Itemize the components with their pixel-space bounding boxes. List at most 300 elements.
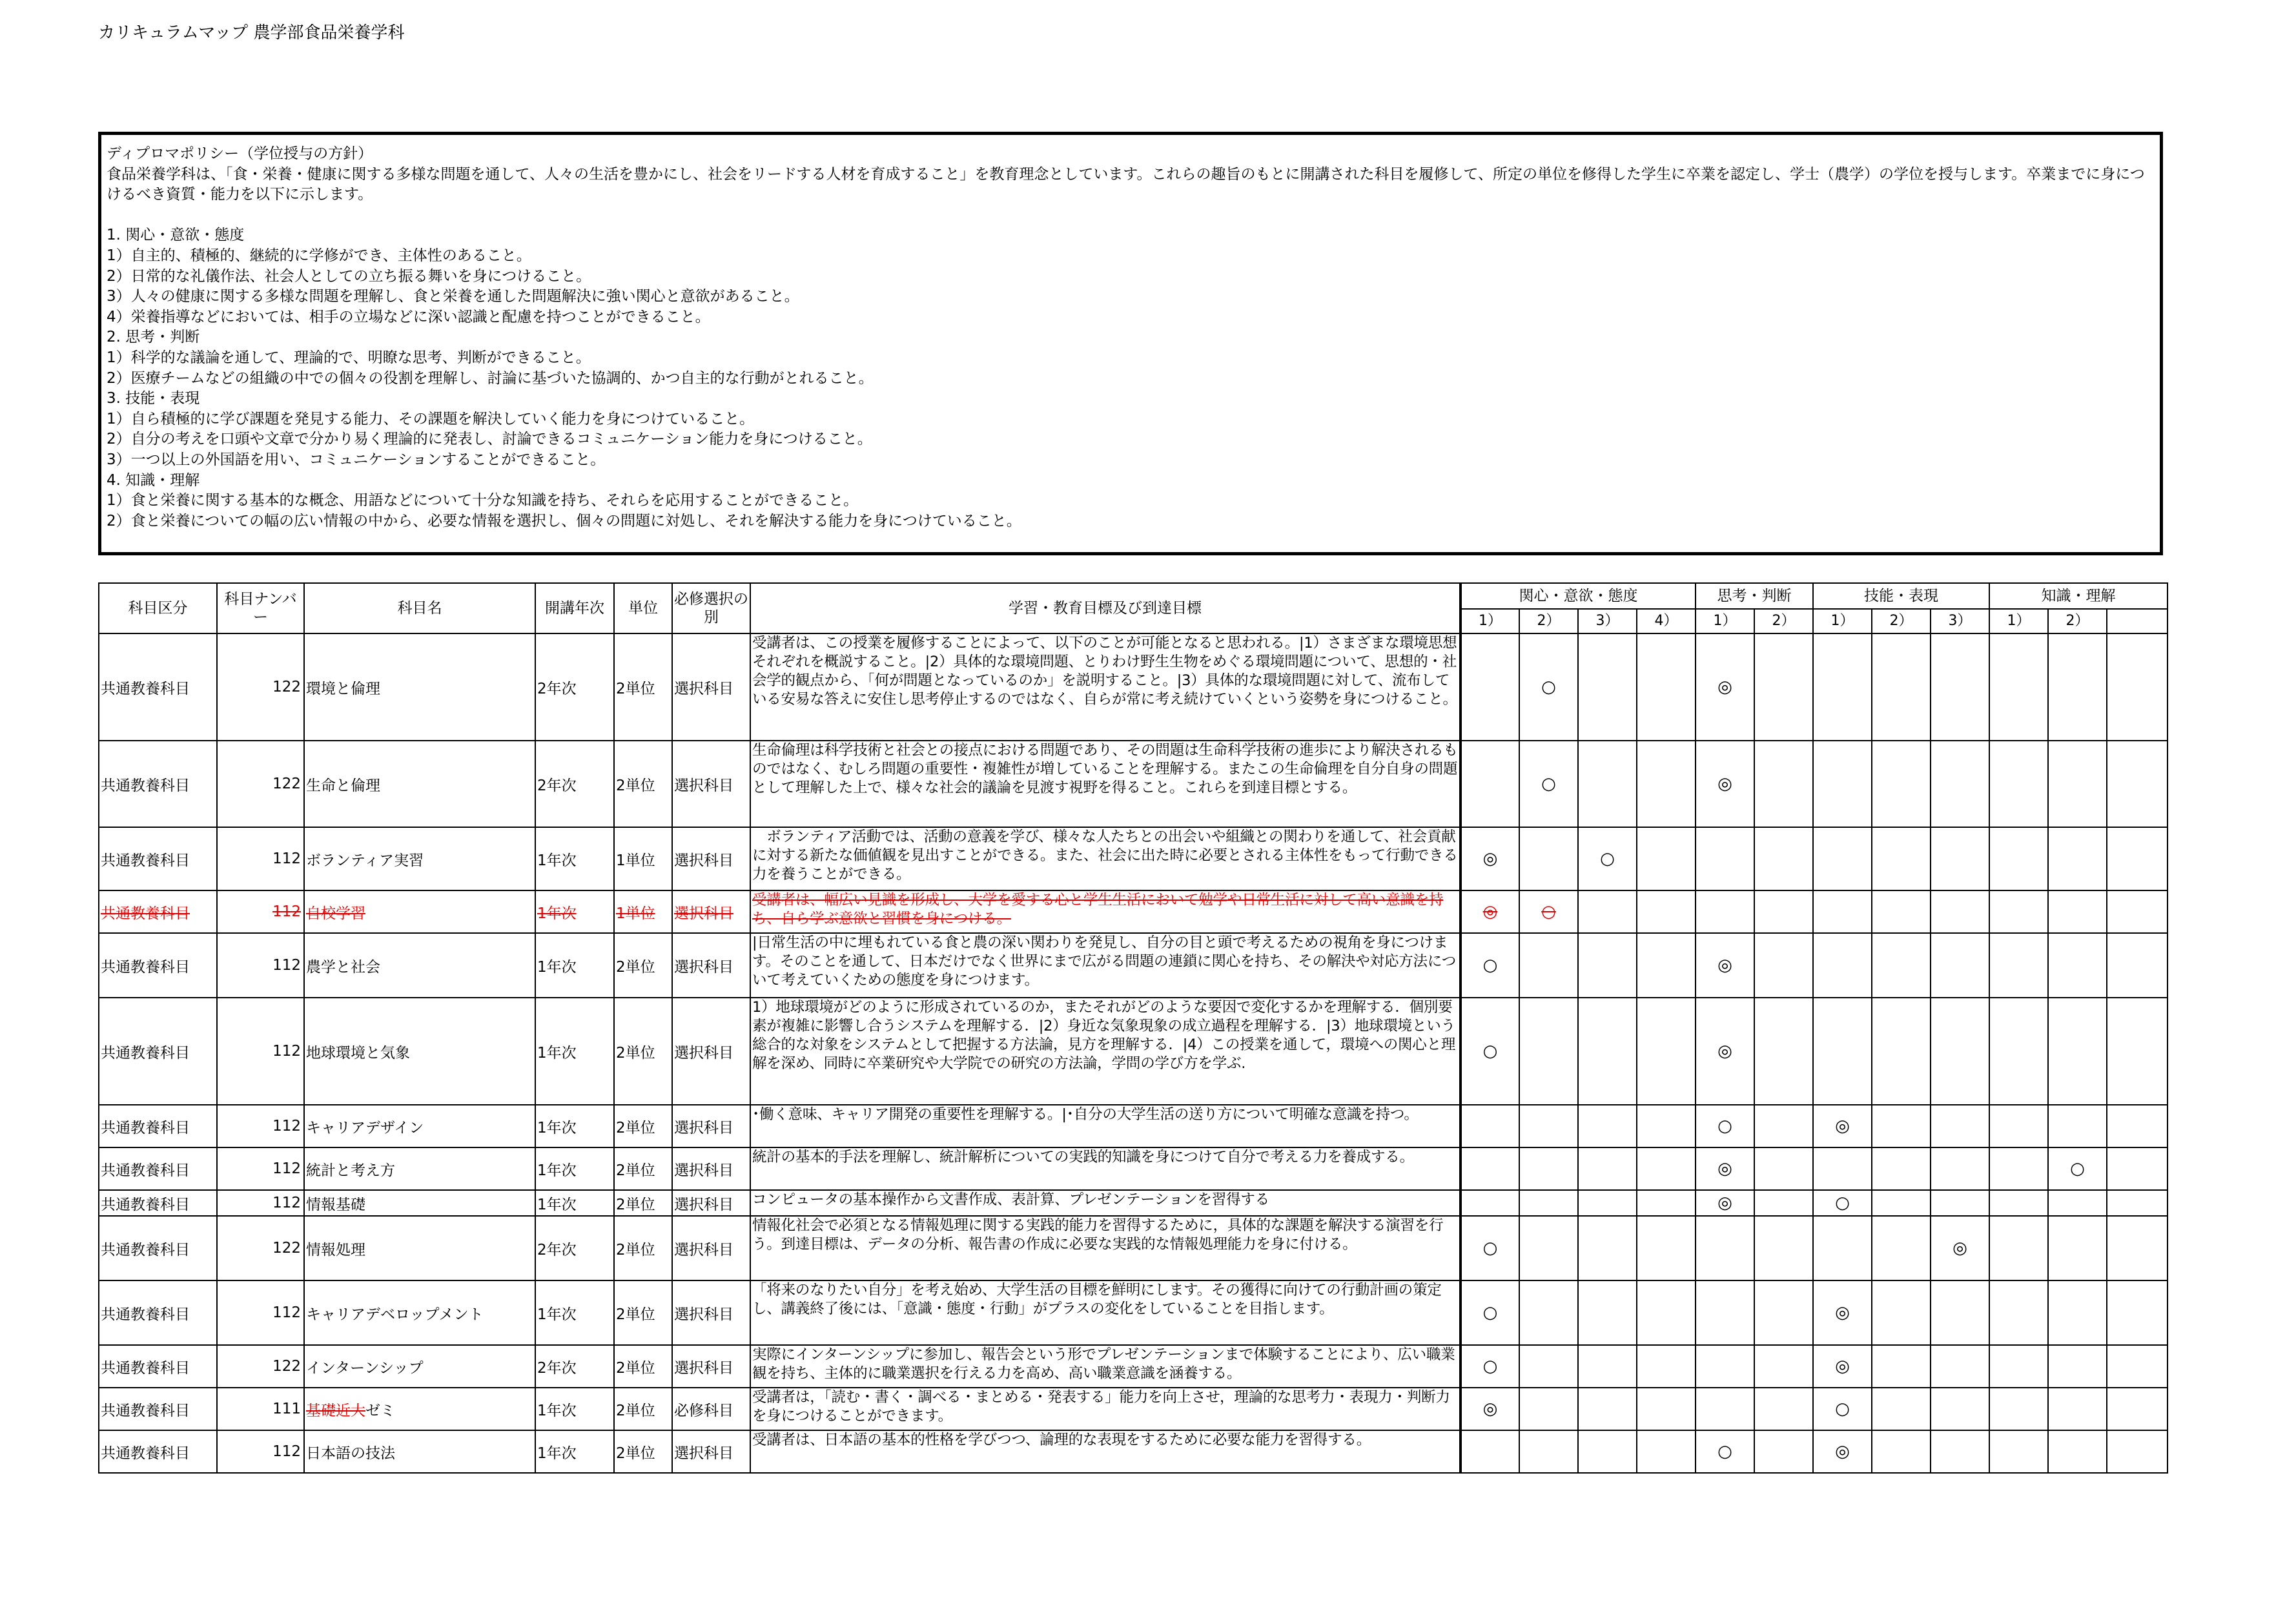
cell-dp-mark: [1989, 1345, 2048, 1388]
table-row: [99, 1190, 2168, 1216]
cell-dp-mark: [1754, 933, 1813, 998]
header-sub: 2）: [1872, 609, 1931, 633]
cell-dp-mark: [1813, 827, 1872, 890]
cell-credits: 2単位: [614, 741, 672, 827]
cell-number: 111: [217, 1388, 304, 1430]
cell-dp-mark: [1578, 1147, 1637, 1190]
cell-dp-mark: [2107, 1216, 2168, 1280]
cell-subject-name: 情報処理: [304, 1216, 535, 1280]
cell-type: 選択科目: [672, 1280, 750, 1345]
cell-dp-mark: [1637, 1345, 1696, 1388]
header-sub: 3）: [1931, 609, 1989, 633]
cell-dp-mark: [2048, 1105, 2107, 1147]
cell-dp-mark: [1696, 1388, 1754, 1430]
header-sub-empty: [2107, 609, 2168, 633]
cell-dp-mark: [1578, 1280, 1637, 1345]
cell-category: 共通教養科目: [99, 1280, 217, 1345]
cell-number: 112: [217, 1190, 304, 1216]
cell-description: ･働く意味、キャリア開発の重要性を理解する。|･自分の大学生活の送り方について明確な意識を持つ。: [750, 1105, 1461, 1147]
cell-subject-name: インターンシップ: [304, 1345, 535, 1388]
cell-dp-mark: [1637, 1280, 1696, 1345]
cell-dp-mark: [2107, 890, 2168, 933]
cell-description: 統計の基本的手法を理解し、統計解析についての実践的知識を身につけて自分で考える力を養成する。: [750, 1147, 1461, 1190]
cell-type: 選択科目: [672, 741, 750, 827]
cell-category: 共通教養科目: [99, 633, 217, 741]
policy-line: 1）食と栄養に関する基本的な概念、用語などについて十分な知識を持ち、それらを応用することができること。: [107, 492, 859, 509]
cell-dp-mark: [1931, 1280, 1989, 1345]
cell-dp-mark: [1754, 633, 1813, 741]
cell-year: 1年次: [535, 1147, 614, 1190]
cell-dp-mark: [1637, 998, 1696, 1105]
cell-year: 2年次: [535, 741, 614, 827]
cell-dp-mark: [1813, 633, 1872, 741]
cell-subject-name: キャリアデザイン: [304, 1105, 535, 1147]
cell-dp-mark: [1754, 1190, 1813, 1216]
cell-dp-mark: [2107, 1147, 2168, 1190]
cell-dp-mark: ◎: [1931, 1216, 1989, 1280]
cell-dp-mark: [1989, 1216, 2048, 1280]
cell-subject-name: [304, 1388, 535, 1430]
cell-dp-mark: [1754, 1345, 1813, 1388]
cell-number: 122: [217, 1345, 304, 1388]
table-row: [99, 1216, 2168, 1280]
cell-dp-mark: [1989, 1388, 2048, 1430]
cell-dp-mark: [2107, 1190, 2168, 1216]
cell-dp-mark: [1578, 998, 1637, 1105]
table-row: [99, 1430, 2168, 1473]
cell-dp-mark: [1578, 890, 1637, 933]
cell-description: 情報化社会で必須となる情報処理に関する実践的能力を習得するために，具体的な課題を解決する演習を行う。到達目標は、データの分析、報告書の作成に必要な実践的な情報処理能力を身に付ける。: [750, 1216, 1461, 1280]
cell-year: 2年次: [535, 1345, 614, 1388]
cell-dp-mark: [1578, 1430, 1637, 1473]
cell-dp-mark: [1461, 1430, 1519, 1473]
header-credits: 単位: [614, 583, 672, 633]
cell-category: 共通教養科目: [99, 998, 217, 1105]
cell-dp-mark: [1813, 1147, 1872, 1190]
cell-type: 選択科目: [672, 1430, 750, 1473]
cell-dp-mark: ◎: [1696, 998, 1754, 1105]
cell-credits: 2単位: [614, 1430, 672, 1473]
cell-dp-mark: [1989, 1147, 2048, 1190]
cell-credits: 2単位: [614, 1345, 672, 1388]
header-sub: 3）: [1578, 609, 1637, 633]
cell-dp-mark: [1637, 933, 1696, 998]
cell-dp-mark: [1637, 1388, 1696, 1430]
cell-dp-mark: [1637, 890, 1696, 933]
cell-dp-mark: [1578, 1216, 1637, 1280]
cell-dp-mark: [1872, 1105, 1931, 1147]
header-sub: 1）: [1461, 609, 1519, 633]
cell-dp-mark: [1813, 890, 1872, 933]
cell-dp-mark: [1989, 1280, 2048, 1345]
cell-dp-mark: [2107, 1388, 2168, 1430]
cell-dp-mark: [1754, 1216, 1813, 1280]
policy-line: 2）食と栄養についての幅の広い情報の中から、必要な情報を選択し、個々の問題に対処し、それを解決する能力を身につけていること。: [107, 512, 1021, 529]
cell-dp-mark: [1989, 890, 2048, 933]
cell-dp-mark: [1931, 827, 1989, 890]
cell-dp-mark: ○: [1519, 633, 1578, 741]
cell-dp-mark: [1754, 1280, 1813, 1345]
cell-dp-mark: [2107, 1105, 2168, 1147]
cell-dp-mark: [1989, 1430, 2048, 1473]
cell-number: 112: [217, 1280, 304, 1345]
cell-dp-mark: [1813, 1216, 1872, 1280]
cell-dp-mark: [1519, 827, 1578, 890]
cell-dp-mark: ○: [1696, 1105, 1754, 1147]
cell-dp-mark: ◎: [1696, 1147, 1754, 1190]
table-row: [99, 890, 2168, 933]
cell-dp-mark: [1519, 1345, 1578, 1388]
cell-dp-mark: ○: [1461, 933, 1519, 998]
cell-description: 受講者は、日本語の基本的性格を学びつつ、論理的な表現をするために必要な能力を習得する。: [750, 1430, 1461, 1473]
policy-line: 1）科学的な議論を通して、理論的で、明瞭な思考、判断ができること。: [107, 349, 591, 366]
header-sub: 2）: [1519, 609, 1578, 633]
header-category: 科目区分: [99, 583, 217, 633]
cell-dp-mark: [1931, 1345, 1989, 1388]
cell-dp-mark: [1872, 890, 1931, 933]
cell-year: 1年次: [535, 1105, 614, 1147]
cell-type: 選択科目: [672, 1345, 750, 1388]
cell-category: 共通教養科目: [99, 1388, 217, 1430]
cell-year: 1年次: [535, 933, 614, 998]
policy-line: 1）自ら積極的に学び課題を発見する能力、その課題を解決していく能力を身につけていること。: [107, 410, 755, 427]
cell-dp-mark: [1519, 1280, 1578, 1345]
header-name: 科目名: [304, 583, 535, 633]
cell-dp-mark: [1931, 998, 1989, 1105]
cell-dp-mark: [1872, 1430, 1931, 1473]
cell-dp-mark: ◎: [1461, 1388, 1519, 1430]
table-row: [99, 741, 2168, 827]
cell-dp-mark: [1637, 1147, 1696, 1190]
cell-year: 1年次: [535, 1388, 614, 1430]
cell-dp-mark: [2048, 1430, 2107, 1473]
cell-dp-mark: ○: [1519, 890, 1578, 933]
cell-dp-mark: [1578, 1190, 1637, 1216]
table-row: [99, 1105, 2168, 1147]
cell-dp-mark: [1578, 1388, 1637, 1430]
subject-name: ゼミ: [365, 1402, 395, 1419]
cell-dp-mark: [1931, 1147, 1989, 1190]
cell-dp-mark: [1578, 933, 1637, 998]
cell-dp-mark: ◎: [1461, 890, 1519, 933]
cell-dp-mark: [1813, 741, 1872, 827]
cell-dp-mark: ○: [1813, 1190, 1872, 1216]
cell-dp-mark: [1754, 1105, 1813, 1147]
subject-name-struck: 基礎近大: [306, 1402, 365, 1419]
cell-dp-mark: ○: [1461, 1216, 1519, 1280]
cell-credits: 2単位: [614, 1147, 672, 1190]
cell-description: ボランティア活動では、活動の意義を学び、様々な人たちとの出会いや組織との関わりを通して、社会貢献に対する新たな価値観を見出すことができる。また、社会に出た時に必要とされる主体性をもって行動できる力を養うことができる。: [750, 827, 1461, 890]
header-year: 開講年次: [535, 583, 614, 633]
cell-dp-mark: [1519, 1105, 1578, 1147]
cell-dp-mark: [1637, 633, 1696, 741]
cell-dp-mark: [1931, 1388, 1989, 1430]
cell-dp-mark: [1578, 1105, 1637, 1147]
cell-dp-mark: [1931, 933, 1989, 998]
header-sub: 1）: [1696, 609, 1754, 633]
cell-dp-mark: [1519, 933, 1578, 998]
cell-dp-mark: [1931, 1430, 1989, 1473]
cell-dp-mark: [1637, 1216, 1696, 1280]
cell-credits: 2単位: [614, 1280, 672, 1345]
cell-dp-mark: [2048, 633, 2107, 741]
cell-number: 122: [217, 1216, 304, 1280]
cell-dp-mark: ◎: [1696, 1190, 1754, 1216]
cell-dp-mark: [2048, 1345, 2107, 1388]
cell-dp-mark: ◎: [1813, 1280, 1872, 1345]
cell-dp-mark: [2107, 933, 2168, 998]
cell-dp-mark: [1989, 827, 2048, 890]
cell-dp-mark: [1637, 1190, 1696, 1216]
cell-dp-mark: [2048, 890, 2107, 933]
cell-credits: 2単位: [614, 1216, 672, 1280]
cell-dp-mark: [1754, 827, 1813, 890]
cell-dp-mark: [1989, 1190, 2048, 1216]
header-goals: 学習・教育目標及び到達目標: [750, 583, 1461, 633]
cell-dp-mark: [1696, 1216, 1754, 1280]
cell-category: 共通教養科目: [99, 1345, 217, 1388]
header-sub: 1）: [1813, 609, 1872, 633]
cell-dp-mark: [2048, 933, 2107, 998]
cell-year: 1年次: [535, 827, 614, 890]
cell-dp-mark: [1519, 1216, 1578, 1280]
cell-number: 112: [217, 1147, 304, 1190]
cell-dp-mark: [1872, 1280, 1931, 1345]
cell-dp-mark: [2048, 1388, 2107, 1430]
cell-dp-mark: ◎: [1696, 933, 1754, 998]
cell-dp-mark: [1637, 741, 1696, 827]
cell-type: 選択科目: [672, 1216, 750, 1280]
cell-dp-mark: [1754, 1388, 1813, 1430]
cell-subject-name: 農学と社会: [304, 933, 535, 998]
header-sub: 2）: [2048, 609, 2107, 633]
cell-dp-mark: ○: [1461, 998, 1519, 1105]
cell-dp-mark: [1461, 1105, 1519, 1147]
header-group-skills: 技能・表現: [1813, 583, 1989, 609]
page-title: カリキュラムマップ 農学部食品栄養学科: [98, 23, 405, 43]
cell-dp-mark: [2107, 1430, 2168, 1473]
cell-dp-mark: [2048, 1280, 2107, 1345]
cell-dp-mark: ◎: [1461, 827, 1519, 890]
policy-line: 3. 技能・表現: [107, 390, 200, 407]
cell-dp-mark: [1696, 1280, 1754, 1345]
cell-credits: 2単位: [614, 998, 672, 1105]
cell-number: 112: [217, 1430, 304, 1473]
cell-credits: 2単位: [614, 633, 672, 741]
policy-line: 3）人々の健康に関する多様な問題を理解し、食と栄養を通した問題解決に強い関心と意欲があること。: [107, 288, 799, 305]
cell-category: 共通教養科目: [99, 890, 217, 933]
curriculum-rows: [99, 633, 2168, 1473]
cell-number: 112: [217, 827, 304, 890]
cell-dp-mark: [1813, 998, 1872, 1105]
policy-line: 2. 思考・判断: [107, 329, 200, 346]
cell-description: 受講者は，「読む・書く・調べる・まとめる・発表する」能力を向上させ，理論的な思考力・表現力・判断力を身につけることができます。: [750, 1388, 1461, 1430]
header-group-knowledge: 知識・理解: [1989, 583, 2168, 609]
cell-type: 選択科目: [672, 933, 750, 998]
cell-category: 共通教養科目: [99, 827, 217, 890]
cell-dp-mark: [2107, 741, 2168, 827]
cell-dp-mark: [1519, 1388, 1578, 1430]
cell-dp-mark: [1872, 633, 1931, 741]
cell-type: 選択科目: [672, 827, 750, 890]
cell-dp-mark: [1872, 1216, 1931, 1280]
cell-dp-mark: [2048, 1216, 2107, 1280]
cell-dp-mark: [1578, 633, 1637, 741]
cell-dp-mark: ○: [1519, 741, 1578, 827]
cell-category: 共通教養科目: [99, 1216, 217, 1280]
cell-dp-mark: [2107, 827, 2168, 890]
cell-description: 「将来のなりたい自分」を考え始め、大学生活の目標を鮮明にします。その獲得に向けての行動計画の策定し、講義終了後には、「意識・態度・行動」がプラスの変化をしていることを目指します。: [750, 1280, 1461, 1345]
cell-description: 受講者は、幅広い見識を形成し、大学を愛する心と学生生活において勉学や日常生活に対して高い意識を持ち、自ら学ぶ意欲と習慣を身につける。: [750, 890, 1461, 933]
cell-dp-mark: [1872, 741, 1931, 827]
cell-year: 1年次: [535, 890, 614, 933]
cell-dp-mark: ◎: [1696, 633, 1754, 741]
cell-dp-mark: ○: [1461, 1280, 1519, 1345]
policy-line: 2）自分の考えを口頭や文章で分かり易く理論的に発表し、討論できるコミュニケーション能力を身につけること。: [107, 431, 872, 448]
policy-line: 1）自主的、積極的、継続的に学修ができ、主体性のあること。: [107, 247, 531, 264]
cell-subject-name: 統計と考え方: [304, 1147, 535, 1190]
cell-number: 112: [217, 1105, 304, 1147]
cell-dp-mark: ○: [1578, 827, 1637, 890]
cell-number: 112: [217, 890, 304, 933]
cell-category: 共通教養科目: [99, 1105, 217, 1147]
cell-dp-mark: [2048, 741, 2107, 827]
cell-dp-mark: [2107, 1345, 2168, 1388]
cell-category: 共通教養科目: [99, 1190, 217, 1216]
policy-line: 2）医療チームなどの組織の中での個々の役割を理解し、討論に基づいた協調的、かつ自主的な行動がとれること。: [107, 369, 874, 387]
header-group-thinking: 思考・判断: [1696, 583, 1813, 609]
cell-year: 2年次: [535, 633, 614, 741]
cell-number: 122: [217, 633, 304, 741]
cell-dp-mark: [2107, 1280, 2168, 1345]
cell-type: 選択科目: [672, 998, 750, 1105]
cell-credits: 2単位: [614, 933, 672, 998]
cell-description: 実際にインターンシップに参加し、報告会という形でプレゼンテーションまで体験することにより、広い職業観を持ち、主体的に職業選択を行える力を高め、高い職業意識を涵養する。: [750, 1345, 1461, 1388]
policy-heading: ディプロマポリシー（学位授与の方針）: [107, 145, 373, 162]
cell-dp-mark: [1754, 1430, 1813, 1473]
cell-dp-mark: ◎: [1813, 1345, 1872, 1388]
cell-dp-mark: ○: [1813, 1388, 1872, 1430]
cell-dp-mark: [1872, 1147, 1931, 1190]
cell-dp-mark: [1461, 1147, 1519, 1190]
cell-dp-mark: [1461, 633, 1519, 741]
table-row: [99, 1280, 2168, 1345]
cell-dp-mark: [1519, 1430, 1578, 1473]
cell-year: 1年次: [535, 1190, 614, 1216]
cell-description: 生命倫理は科学技術と社会との接点における問題であり、その問題は生命科学技術の進歩により解決されるものではなく、むしろ問題の重要性・複雑性が増していることを理解する。またこの生命倫理を自分自身の問題として理解した上で、様々な社会的議論を見渡す視野を得ること。これらを到達目標とする。: [750, 741, 1461, 827]
cell-dp-mark: [1931, 633, 1989, 741]
table-row: [99, 933, 2168, 998]
cell-year: 1年次: [535, 1280, 614, 1345]
cell-type: 選択科目: [672, 1105, 750, 1147]
header-number: 科目ナンバー: [217, 583, 304, 633]
cell-dp-mark: [1989, 933, 2048, 998]
cell-subject-name: 生命と倫理: [304, 741, 535, 827]
table-row: [99, 1147, 2168, 1190]
cell-dp-mark: [1872, 1190, 1931, 1216]
cell-subject-name: ボランティア実習: [304, 827, 535, 890]
cell-description: 1）地球環境がどのように形成されているのか，またそれがどのような要因で変化するかを理解する．個別要素が複雑に影響し合うシステムを理解する．|2）身近な気象現象の成立過程を理解する．|3）地球環境という総合的な対象をシステムとして把握する方法論，見方を理解する．|4）この授業を通して，環境への関心と理解を深め、同時に卒業研究や大学院での研究の方法論，学問の学び方を学ぶ.: [750, 998, 1461, 1105]
cell-subject-name: 日本語の技法: [304, 1430, 535, 1473]
cell-credits: 1単位: [614, 890, 672, 933]
cell-dp-mark: [1931, 890, 1989, 933]
cell-dp-mark: [1931, 741, 1989, 827]
policy-intro: 食品栄養学科は、「食・栄養・健康に関する多様な問題を通して、人々の生活を豊かにし、社会をリードする人材を育成すること」を教育理念としています。これらの趣旨のもとに開講された科目を履修して、所定の単位を修得した学生に卒業を認定し、学士（農学）の学位を授与します。卒業までに身につけるべき資質・能力を以下に示します。: [107, 165, 2145, 203]
cell-dp-mark: [1578, 741, 1637, 827]
cell-credits: 2単位: [614, 1105, 672, 1147]
header-sub: 4）: [1637, 609, 1696, 633]
cell-dp-mark: [1461, 741, 1519, 827]
cell-credits: 1単位: [614, 827, 672, 890]
cell-dp-mark: [1872, 998, 1931, 1105]
cell-description: |日常生活の中に埋もれている食と農の深い関わりを発見し、自分の目と頭で考えるための視角を身につけます。そのことを通して、日本だけでなく世界にまで広がる問題の連鎖に関心を持ち、その解決や対応方法について考えていくための態度を身につけます。: [750, 933, 1461, 998]
table-row: [99, 1345, 2168, 1388]
table-row: [99, 1388, 2168, 1430]
cell-dp-mark: ◎: [1813, 1430, 1872, 1473]
cell-dp-mark: [1461, 1190, 1519, 1216]
cell-type: 選択科目: [672, 1147, 750, 1190]
cell-dp-mark: [1872, 1388, 1931, 1430]
cell-dp-mark: [1989, 998, 2048, 1105]
cell-subject-name: 自校学習: [304, 890, 535, 933]
cell-dp-mark: [1989, 633, 2048, 741]
cell-dp-mark: [1872, 827, 1931, 890]
cell-dp-mark: [1872, 1345, 1931, 1388]
cell-category: 共通教養科目: [99, 1430, 217, 1473]
cell-dp-mark: [2048, 827, 2107, 890]
diploma-policy-box: [98, 132, 2163, 555]
policy-line: 1. 関心・意欲・態度: [107, 227, 245, 244]
cell-year: 1年次: [535, 998, 614, 1105]
cell-type: 選択科目: [672, 1190, 750, 1216]
cell-dp-mark: [1754, 741, 1813, 827]
policy-line: 4. 知識・理解: [107, 471, 200, 489]
cell-description: 受講者は、この授業を履修することによって、以下のことが可能となると思われる。|1）さまざまな環境思想それぞれを概説すること。|2）具体的な環境問題、とりわけ野生生物をめぐる環境問題について、思想的・社会学的観点から、「何が問題となっているのか」を説明すること。|3）具体的な環境問題に対して、流布している安易な答えに安住し思考停止するのではなく、自らが常に考え続けていくという姿勢を身につけること。: [750, 633, 1461, 741]
cell-dp-mark: [1989, 741, 2048, 827]
cell-dp-mark: [1872, 933, 1931, 998]
cell-dp-mark: [1754, 1147, 1813, 1190]
cell-type: 必修科目: [672, 1388, 750, 1430]
cell-dp-mark: [1637, 1430, 1696, 1473]
cell-dp-mark: [1931, 1105, 1989, 1147]
cell-dp-mark: [1519, 1190, 1578, 1216]
cell-dp-mark: ◎: [1813, 1105, 1872, 1147]
cell-dp-mark: [1637, 827, 1696, 890]
cell-dp-mark: ◎: [1696, 741, 1754, 827]
cell-dp-mark: [1519, 998, 1578, 1105]
cell-number: 112: [217, 998, 304, 1105]
cell-dp-mark: [1637, 1105, 1696, 1147]
header-sub: 1）: [1989, 609, 2048, 633]
cell-type: 選択科目: [672, 890, 750, 933]
cell-dp-mark: ○: [1461, 1345, 1519, 1388]
cell-dp-mark: [1931, 1190, 1989, 1216]
cell-dp-mark: [2048, 1190, 2107, 1216]
cell-dp-mark: [1696, 827, 1754, 890]
cell-year: 2年次: [535, 1216, 614, 1280]
cell-dp-mark: [1754, 890, 1813, 933]
cell-dp-mark: [1754, 998, 1813, 1105]
cell-dp-mark: [1989, 1105, 2048, 1147]
cell-dp-mark: [2048, 998, 2107, 1105]
table-row: [99, 633, 2168, 741]
cell-subject-name: 地球環境と気象: [304, 998, 535, 1105]
curriculum-table: [98, 582, 2168, 1474]
cell-dp-mark: [1696, 890, 1754, 933]
cell-subject-name: 環境と倫理: [304, 633, 535, 741]
cell-type: 選択科目: [672, 633, 750, 741]
table-row: [99, 827, 2168, 890]
